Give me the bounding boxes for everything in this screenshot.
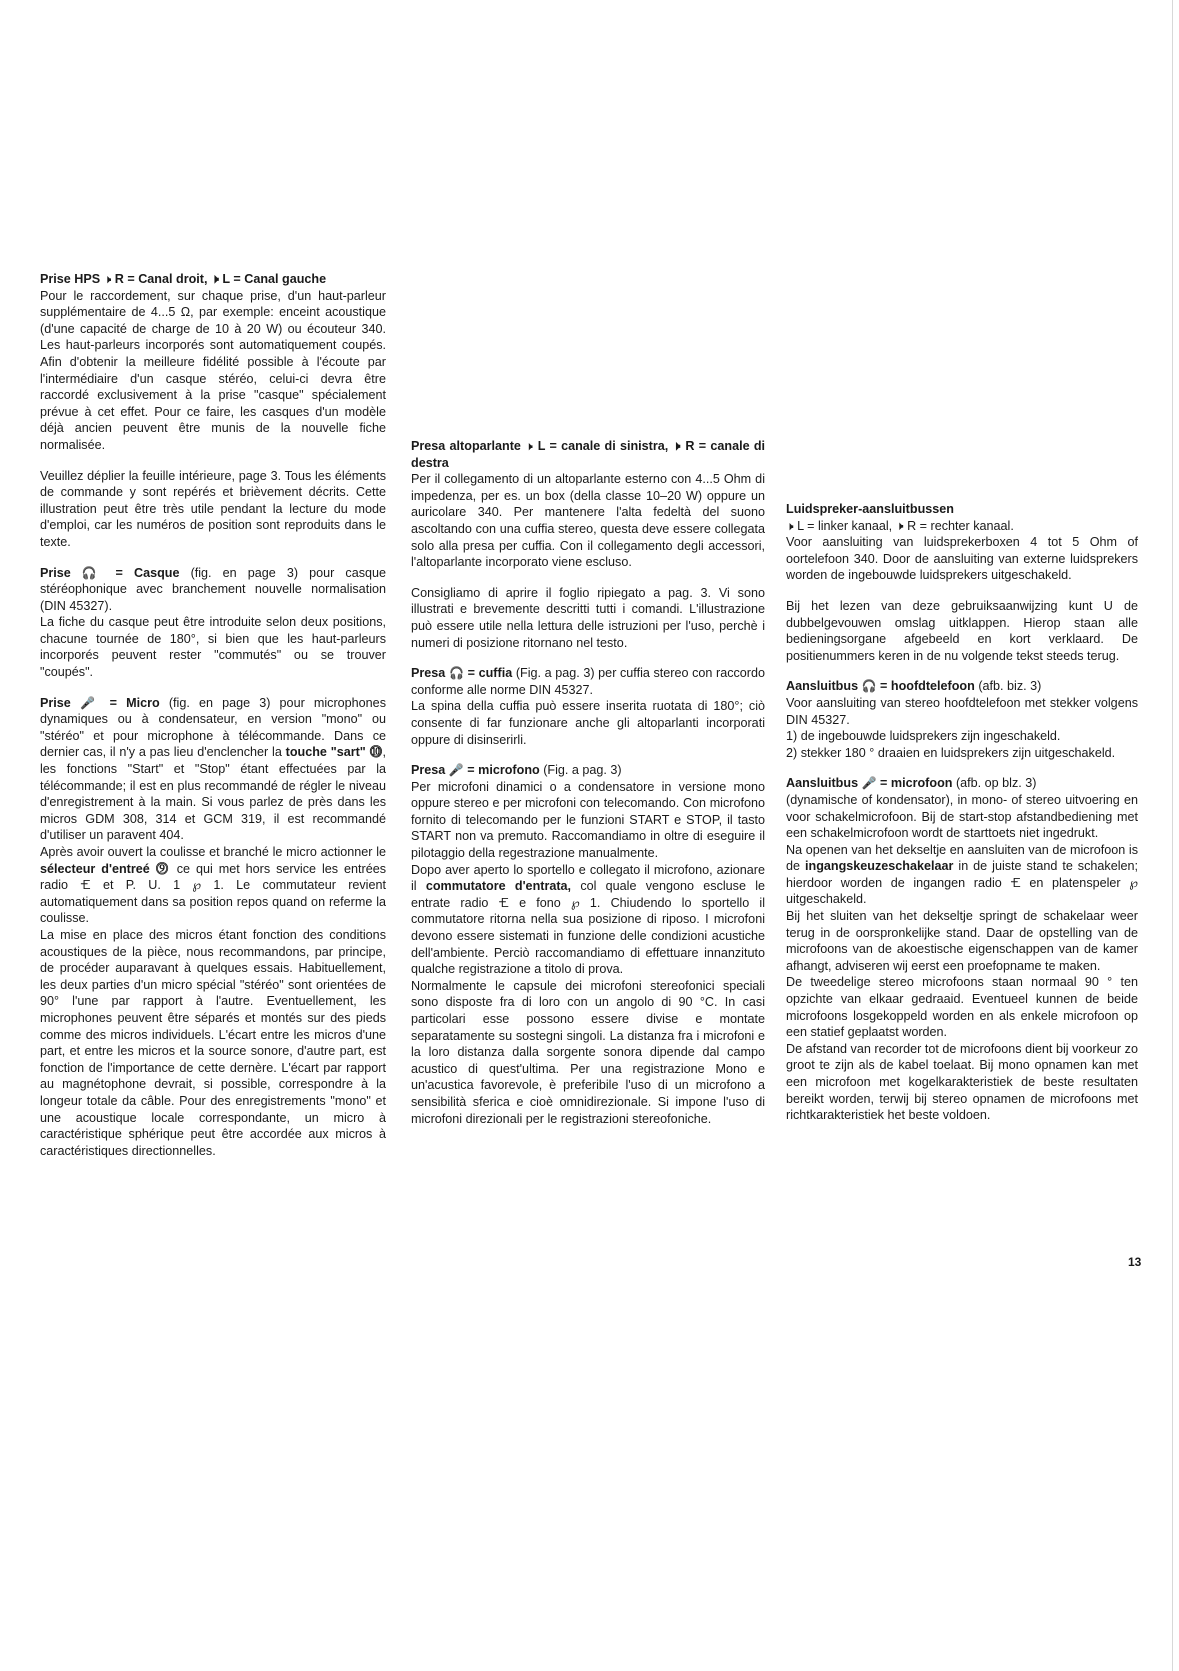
it-alto-title: Presa altoparlante: [411, 439, 521, 453]
fr-casque-heading: [40, 565, 386, 615]
microphone-icon: 🎤: [861, 776, 877, 791]
microphone-icon: 🎤: [79, 695, 101, 710]
fr-micro-p3: La mise en place des micros étant fonction des conditions acoustiques de la pièce, nous recommandons, par principe, de procéder auparavant à quelques essais. Habituellement, les deux parties d'un micro spécial "stéréo" sont orientées de 90° l'une par rapport à l'autre. Eventuellement, les microphones peuvent être séparés et montés sur des pieds comme des micros individuels. L'écart entre les micros d'une part, et entre les micros et la source sonore, d'autre part, est fonction de l'importance de cette dernère. L'écart par rapport au magnétophone devrait, si possible, correspondre à la longeur totale da câble. Pour des enregistrements "mono" et une acoustique locale correspondante, un micro à caractéristique sphérique peut être accordée aux micros à caractéristiques directionnelles.: [40, 927, 386, 1158]
nl-micro-p3: Bij het sluiten van het dekseltje springt de schakelaar weer terug in de oorspronkelijke stand. Daar de opstelling van de microfoons van de akoestische eigenschappen van de kamer afhangt, adviseren wij eerst een proefopname te maken.: [786, 909, 1138, 973]
nl-ls-body: Voor aansluiting van luidsprekerboxen 4 tot 5 Ohm of oortelefoon 340. Door de aansluiting van externe luidsprekers worden de ingebouwde luidsprekers uitgeschakeld.: [786, 535, 1138, 583]
scan-edge: [1172, 0, 1173, 1671]
nl-micro-p1: (dynamische of kondensator), in mono- of stereo uitvoering en voor schakelmicrofoon. Bij de start-stop afstandbediening met een schakelmicrofoon wordt de starttoets niet ingedrukt.: [786, 792, 1138, 841]
fr-micro-p2-b: ce qui met hors service les entrées radio 🝗 et P. U. 1 ℘ 1. Le commutateur revient automatiquement dans sa position repos quand on referme la coulisse.: [40, 861, 387, 926]
nl-ls-head: L = linker kanaal, 🕨 R = rechter kanaal.: [797, 518, 1014, 533]
nl-hoofd-title: Aansluitbus: [786, 679, 859, 694]
it-micro-eq: = microfono: [467, 763, 540, 778]
fr-micro-p2-a: Après avoir ouvert la coulisse et branché le micro actionner le: [40, 845, 386, 859]
fr-hps-section: [40, 271, 386, 454]
fr-hps-title: Prise HPS: [40, 272, 101, 286]
it-cuffia-head-rest: (Fig. a pag. 3) per cuffia stereo con raccordo conforme alle norme DIN 45327.: [411, 666, 766, 697]
speaker-icon: 🕨: [786, 518, 794, 533]
fr-casque-eq: = Casque: [115, 565, 180, 580]
fr-micro-touche: touche "sart" ⓾: [285, 745, 383, 760]
nl-hoofd-eq: = hoofdtelefoon: [880, 679, 975, 694]
fr-micro-p1: [40, 695, 386, 844]
fr-fold-out: Veuillez déplier la feuille intérieure, page 3. Tous les éléments de commande y sont repérés et brièvement décrits. Cette illustration peut être très utile pendant la lecture du mode d'emploi, car les numéros de position sont reproduits dans le texte.: [40, 468, 386, 549]
nl-micro-p2-a: Na openen van het dekseltje en aansluiten van de microfoon is de: [786, 842, 1138, 874]
it-alto-body: Per il collegamento di un altoparlante esterno con 4...5 Ohm di impedenza, per es. un box (della classe 10–20 W) oppure un auricolare 340. Per mantenere l'alta fedeltà del suono ascoltando con una cuffia stereo, questa deve essere collegata solo alla presa per cuffia. Con il collegamento degli accessori, l'altoparlante incorporato viene escluso.: [411, 472, 765, 570]
it-micro-heading: [411, 762, 765, 779]
it-alto-head: L = canale di sinistra, 🕨 R = canale di destra: [411, 439, 766, 470]
speaker-icon: 🕨: [103, 272, 112, 286]
nl-hoofd-item2: 2) stekker 180 ° draaien en luidsprekers zijn uitgeschakeld.: [786, 745, 1116, 760]
it-micro-commutatore: commutatore d'entrata,: [425, 879, 572, 894]
nl-micro-p2: [786, 842, 1138, 908]
speaker-icon: 🕨: [525, 439, 534, 453]
fr-micro-p1-end: , les fonctions "Start" et "Stop" étant effectuées par la télécommande; il est en plus recommandé de régler le niveau d'enregistrement à la main. Si vous parlez de près dans les micros GDM 308, 314 et GCM 319, il est recommandé d'utiliser un paravent 404.: [40, 745, 386, 843]
headphone-icon: 🎧: [81, 565, 105, 580]
it-alto-section: [411, 438, 765, 571]
nl-hoofd-heading: [786, 678, 1138, 695]
fr-casque-title: Prise: [40, 565, 71, 580]
fr-hps-head: R = Canal droit, 🕨 L = Canal gauche: [114, 272, 327, 286]
it-micro-p2: [411, 862, 765, 978]
fr-casque-head-rest: (fig. en page 3) pour casque stéréophonique avec branchement nouvelle normalisation (DIN 45327).: [40, 565, 387, 613]
it-micro-head-rest: (Fig. a pag. 3): [543, 763, 622, 778]
nl-micro-keuze: ingangskeuzeschakelaar: [805, 859, 954, 874]
it-cuffia-heading: [411, 665, 765, 698]
it-micro-title: Presa: [411, 763, 446, 778]
nl-micro-eq: = microfoon: [880, 776, 953, 791]
it-micro-p1: Per microfoni dinamici o a condensatore in versione mono oppure stereo e per microfoni con telecomando. Con microfono fornito di telecomando per le funzioni START e STOP, il tasto START non va premuto. Raccomandiamo in oltre di eseguire il pilotaggio della regestrazione manualmente.: [411, 779, 765, 861]
headphone-icon: 🎧: [448, 666, 465, 681]
it-micro-p2-a: Dopo aver aperto lo sportello e collegato il microfono, azionare il: [411, 862, 765, 894]
french-column: [40, 271, 386, 1159]
dutch-column: [786, 501, 1138, 1124]
nl-fold-out: Bij het lezen van deze gebruiksaanwijzing kunt U de dubbelgevouwen omslag uitklappen. Hierop staan alle bedieningsorgane afgebeeld en kort verklaard. De positienummers keren in de nu volgende tekst steeds terug.: [786, 598, 1138, 663]
nl-hoofd-head-rest: (afb. biz. 3): [978, 679, 1042, 694]
headphone-icon: 🎧: [861, 679, 877, 694]
fr-micro-p2: [40, 844, 386, 927]
it-cuffia-eq: = cuffia: [467, 666, 513, 681]
fr-micro-selecteur: sélecteur d'entreé ⓽: [40, 861, 171, 876]
nl-micro-p4: De tweedelige stereo microfoons staan normaal 90 ° ten opzichte van elkaar gedraaid. Eventueel kunnen de beide microfoons losgekoppeld worden en als enkele microfoon op een statief geplaatst worden.: [786, 975, 1138, 1040]
nl-micro-heading: [786, 775, 1138, 792]
nl-hoofd-body: Voor aansluiting van stereo hoofdtelefoon met stekker volgens DIN 45327.: [786, 695, 1138, 727]
nl-ls-title: Luidspreker-aansluitbussen: [786, 502, 954, 516]
nl-micro-p5: De afstand van recorder tot de microfoons dient bij voorkeur zo groot te zijn als de kabel toelaat. Bij mono opnamen kan met een microfoon met kogelkarakteristiek de beste resultaten bereikt worden, terwij bij stereo opnamen de microfoons met richtkarakteristiek het beste voldoen.: [786, 1041, 1138, 1123]
fr-micro-eq: = Micro: [109, 695, 160, 710]
nl-hoofd-item1: 1) de ingebouwde luidsprekers zijn ingeschakeld.: [786, 729, 1061, 744]
italian-column: [411, 438, 765, 1127]
nl-micro-title: Aansluitbus: [786, 776, 859, 791]
it-fold-out: Consigliamo di aprire il foglio ripiegato a pag. 3. Vi sono illustrati e brevemente descritti tutti i comandi. L'illustrazione può essere utile nella lettura delle istruzioni per l'uso, perchè i numeri di posizione ritornano nel testo.: [411, 585, 765, 650]
it-micro-p3: Normalmente le capsule dei microfoni stereofonici speciali sono disposte fra di loro con un angolo di 90 °C. In casi particolari esse possono essere divise e montate separatamente su sostegni singoli. La distanza fra i microfoni e la loro distanza dalla sorgente sonora dipende dal campo acustico di quest'ultima. Per una registrazione Mono e un'acustica favorevole, è preferibile l'uso di un microfono a sensibilità sferica e cioè omnidirezionale. Si impone l'uso di microfoni direzionali per le registrazioni stereofoniche.: [411, 978, 765, 1126]
it-cuffia-title: Presa: [411, 666, 446, 681]
nl-micro-p2-b: in de juiste stand te schakelen; hierdoor worden de ingangen radio 🝗 en platenspeler ℘ uitgeschakeld.: [786, 859, 1139, 907]
it-micro-p2-b: col quale vengono escluse le entrate radio 🝗 e fono ℘ 1. Chiudendo lo sportello il commutatore ritorna nella sua posizione di riposo. I microfoni devono essere sistemati in funzione delle condizioni acustiche dell'ambiente. Perciò raccomandiamo di effettuare innanzituto qualche registrazione a titolo di prova.: [411, 879, 766, 977]
fr-micro-p1-rest: (fig. en page 3) pour microphones dynamiques ou à condensateur, en version "mono" ou "stéréo" et pour microphone à télécommande. Dans ce dernier cas, il n'y a pas lieu d'enclencher la: [40, 695, 386, 760]
page-number: 13: [1128, 1255, 1142, 1269]
nl-micro-head-rest: (afb. op blz. 3): [955, 776, 1037, 791]
microphone-icon: 🎤: [448, 763, 464, 778]
nl-ls-section: [786, 501, 1138, 584]
fr-casque-body: La fiche du casque peut être introduite selon deux positions, chacune tournée de 180°, si bien que les haut-parleurs incorporés peuvent rester "commutés" ou se trouver "coupés".: [40, 615, 386, 680]
fr-hps-body: Pour le raccordement, sur chaque prise, d'un haut-parleur supplémentaire de 4...5 Ω, par exemple: enceint acoustique (d'une capacité de charge de 10 à 20 W) ou écouteur 340. Les haut-parleurs incorporés sont automatiquement coupés. Afin d'obtenir la meilleure fidélité possible à l'écoute par l'intermédiaire d'un casque stéréo, celui-ci devra être raccordé exclusivement à la prise "casque" spécialement prévue à cet effet. Pour ce faire, les casques d'un modèle déjà ancien peuvent être munis de la nouvelle fiche normalisée.: [40, 288, 386, 452]
fr-micro-title: Prise: [40, 695, 71, 710]
it-cuffia-body: La spina della cuffia può essere inserita ruotata di 180°; ciò consente di far funzionare anche gli altoparlanti incorporati oppure di disinserirli.: [411, 699, 765, 747]
